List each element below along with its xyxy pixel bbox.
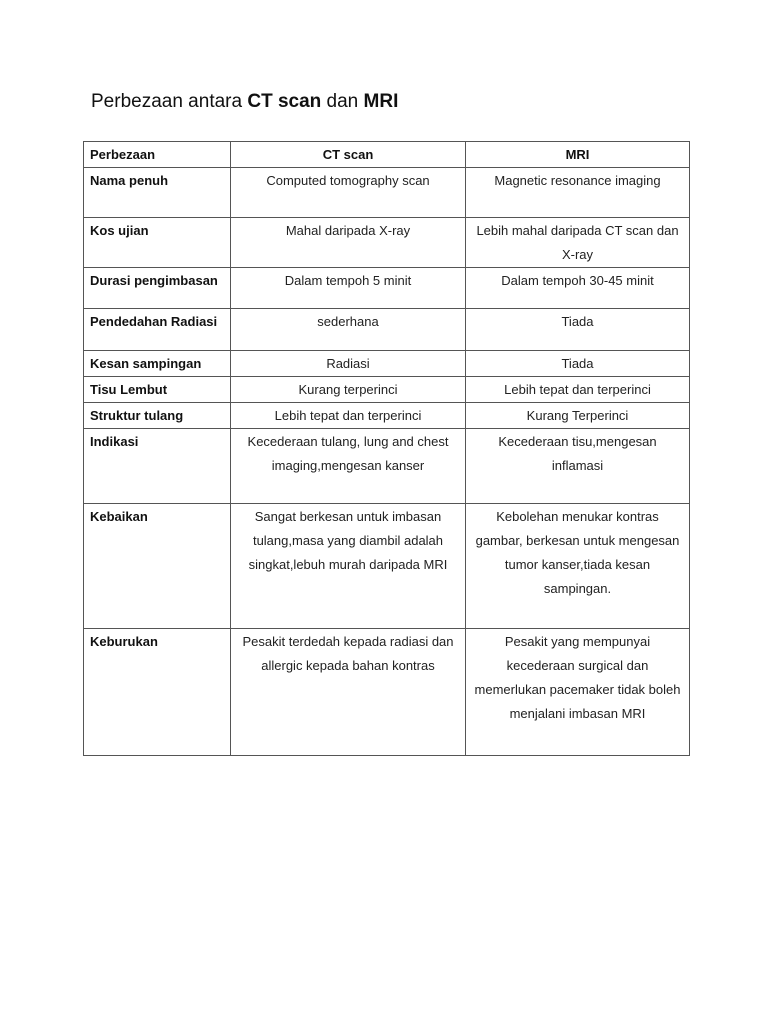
header-perbezaan: Perbezaan bbox=[84, 142, 231, 168]
page-title bbox=[91, 91, 398, 113]
title-term-ct: CT scan bbox=[247, 91, 322, 112]
ct-cell: Computed tomography scan bbox=[231, 168, 466, 218]
title-term-mri: MRI bbox=[363, 91, 399, 112]
table-row bbox=[84, 429, 690, 504]
title-middle: dan bbox=[321, 91, 364, 112]
table-row bbox=[84, 168, 690, 218]
row-label: Kos ujian bbox=[84, 218, 231, 268]
header-mri: MRI bbox=[466, 142, 690, 168]
table-row bbox=[84, 504, 690, 629]
ct-cell: Lebih tepat dan terperinci bbox=[231, 403, 466, 429]
row-label: Durasi pengimbasan bbox=[84, 268, 231, 309]
row-label: Struktur tulang bbox=[84, 403, 231, 429]
ct-cell: Pesakit terdedah kepada radiasi dan allergic kepada bahan kontras bbox=[231, 629, 466, 756]
mri-cell: Kecederaan tisu,mengesan inflamasi bbox=[466, 429, 690, 504]
table-row bbox=[84, 309, 690, 351]
row-label: Indikasi bbox=[84, 429, 231, 504]
mri-cell: Pesakit yang mempunyai kecederaan surgical dan memerlukan pacemaker tidak boleh menjalani imbasan MRI bbox=[466, 629, 690, 756]
mri-cell: Tiada bbox=[466, 351, 690, 377]
table-row bbox=[84, 351, 690, 377]
header-ct-scan: CT scan bbox=[231, 142, 466, 168]
row-label: Kebaikan bbox=[84, 504, 231, 629]
row-label: Nama penuh bbox=[84, 168, 231, 218]
title-prefix: Perbezaan antara bbox=[91, 91, 248, 112]
ct-cell: Kurang terperinci bbox=[231, 377, 466, 403]
row-label: Pendedahan Radiasi bbox=[84, 309, 231, 351]
ct-cell: Kecederaan tulang, lung and chest imaging,mengesan kanser bbox=[231, 429, 466, 504]
table-header-row bbox=[84, 142, 690, 168]
mri-cell: Magnetic resonance imaging bbox=[466, 168, 690, 218]
table-row bbox=[84, 629, 690, 756]
ct-cell: Dalam tempoh 5 minit bbox=[231, 268, 466, 309]
ct-cell: Radiasi bbox=[231, 351, 466, 377]
mri-cell: Dalam tempoh 30-45 minit bbox=[466, 268, 690, 309]
table-row bbox=[84, 218, 690, 268]
ct-cell: sederhana bbox=[231, 309, 466, 351]
ct-cell: Mahal daripada X-ray bbox=[231, 218, 466, 268]
mri-cell: Lebih mahal daripada CT scan dan X-ray bbox=[466, 218, 690, 268]
row-label: Tisu Lembut bbox=[84, 377, 231, 403]
table-row bbox=[84, 377, 690, 403]
table-row bbox=[84, 403, 690, 429]
mri-cell: Lebih tepat dan terperinci bbox=[466, 377, 690, 403]
mri-cell: Kurang Terperinci bbox=[466, 403, 690, 429]
mri-cell: Kebolehan menukar kontras gambar, berkesan untuk mengesan tumor kanser,tiada kesan sampingan. bbox=[466, 504, 690, 629]
ct-cell: Sangat berkesan untuk imbasan tulang,masa yang diambil adalah singkat,lebuh murah daripada MRI bbox=[231, 504, 466, 629]
table-row bbox=[84, 268, 690, 309]
row-label: Keburukan bbox=[84, 629, 231, 756]
comparison-table bbox=[83, 141, 690, 756]
row-label: Kesan sampingan bbox=[84, 351, 231, 377]
mri-cell: Tiada bbox=[466, 309, 690, 351]
